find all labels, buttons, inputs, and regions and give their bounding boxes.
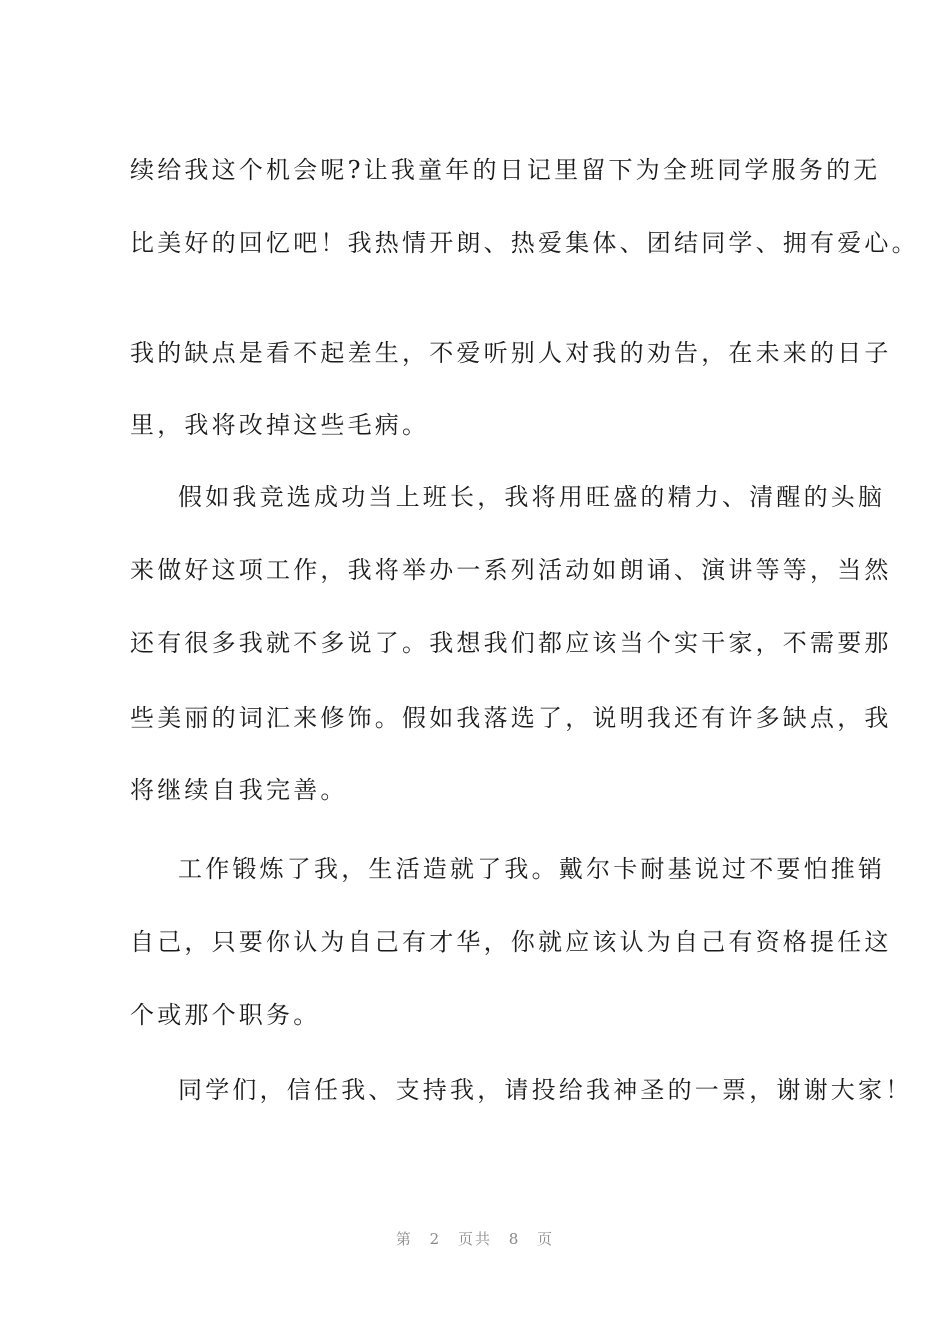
text-line: 里，我将改掉这些毛病。	[130, 411, 430, 439]
text-line: 我的缺点是看不起差生，不爱听别人对我的劝告，在未来的日子	[130, 339, 892, 367]
current-page-number: 2	[429, 1230, 442, 1248]
text-line: 来做好这项工作，我将举办一系列活动如朗诵、演讲等等，当然	[130, 556, 892, 584]
paragraph-first-line: 工作锻炼了我，生活造就了我。戴尔卡耐基说过不要怕推销	[178, 855, 886, 883]
paragraph-first-line: 同学们，信任我、支持我，请投给我神圣的一票，谢谢大家！	[178, 1076, 913, 1104]
page-middle-text: 页共	[457, 1230, 492, 1248]
text-line: 还有很多我就不多说了。我想我们都应该当个实干家，不需要那	[130, 629, 892, 657]
text-line: 自己，只要你认为自己有才华，你就应该认为自己有资格提任这	[130, 928, 892, 956]
text-line: 比美好的回忆吧！我热情开朗、热爱集体、团结同学、拥有爱心。	[130, 229, 919, 257]
page-footer	[0, 1228, 950, 1249]
text-line: 续给我这个机会呢?让我童年的日记里留下为全班同学服务的无	[130, 156, 881, 184]
page-prefix: 第	[395, 1230, 413, 1248]
text-line: 些美丽的词汇来修饰。假如我落选了，说明我还有许多缺点，我	[130, 704, 892, 732]
paragraph-first-line: 假如我竞选成功当上班长，我将用旺盛的精力、清醒的头脑	[178, 483, 886, 511]
page-suffix: 页	[537, 1230, 555, 1248]
text-line: 将继续自我完善。	[130, 776, 348, 804]
total-pages-number: 8	[508, 1230, 521, 1248]
text-line: 个或那个职务。	[130, 1001, 321, 1029]
